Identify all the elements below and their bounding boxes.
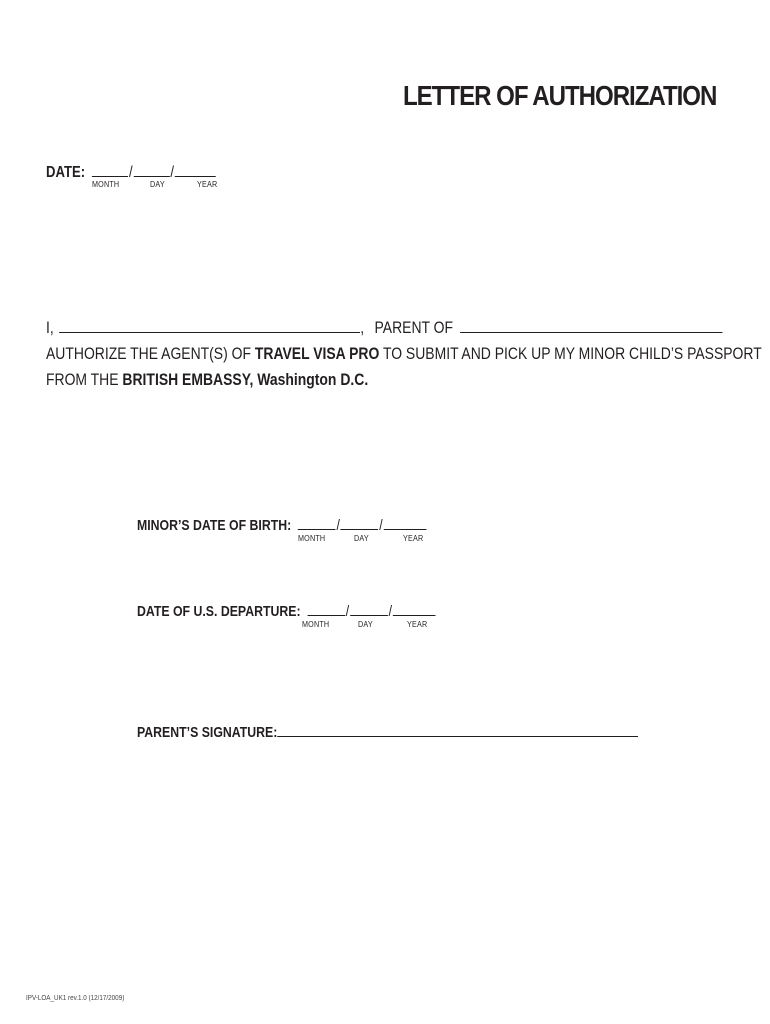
minor-dob-day-caption: DAY: [354, 534, 369, 543]
signature-label: PARENT’S SIGNATURE:: [137, 724, 278, 741]
departure-slash: /: [388, 603, 392, 620]
date-year-caption: YEAR: [197, 180, 218, 189]
authorization-line-3: [46, 367, 368, 393]
departure-day-blank[interactable]: [350, 601, 388, 616]
authorize-text: AUTHORIZE THE AGENT(S) OF: [46, 344, 251, 363]
departure-day-caption: DAY: [358, 620, 373, 629]
departure-month-blank[interactable]: [307, 601, 345, 616]
signature-field: [137, 722, 638, 741]
date-day-caption: DAY: [150, 180, 165, 189]
date-day-blank[interactable]: [133, 162, 169, 177]
date-field: [46, 162, 216, 182]
company-name: TRAVEL VISA PRO: [254, 344, 380, 363]
authorization-line-1: [46, 315, 723, 341]
date-label: DATE:: [46, 164, 86, 181]
dob-slash: /: [336, 517, 340, 534]
parent-name-blank[interactable]: [59, 318, 360, 333]
date-slash: /: [170, 164, 174, 181]
date-slash: /: [128, 164, 133, 181]
child-name-blank[interactable]: [460, 318, 722, 333]
submit-text: TO SUBMIT AND PICK UP MY MINOR CHILD’S PASSPORT: [382, 344, 762, 363]
departure-label: DATE OF U.S. DEPARTURE:: [137, 603, 301, 620]
departure-month-caption: MONTH: [302, 620, 330, 629]
pronoun-text: I,: [46, 318, 54, 337]
date-month-caption: MONTH: [92, 180, 120, 189]
form-revision-footer: IPV-LOA_UK1 rev.1.0 (12/17/2009): [26, 995, 125, 1002]
minor-dob-year-caption: YEAR: [403, 534, 424, 543]
dob-slash: /: [379, 517, 383, 534]
departure-year-blank[interactable]: [393, 601, 436, 616]
departure-slash: /: [345, 603, 350, 620]
minor-dob-year-blank[interactable]: [383, 515, 426, 530]
embassy-name: BRITISH EMBASSY,: [122, 370, 254, 389]
minor-dob-day-blank[interactable]: [341, 515, 379, 530]
comma-text: ,: [360, 318, 365, 337]
from-text: FROM THE: [46, 370, 119, 389]
minor-dob-month-blank[interactable]: [298, 515, 336, 530]
departure-year-caption: YEAR: [407, 620, 428, 629]
departure-date-field: [137, 601, 435, 620]
minor-dob-month-caption: MONTH: [298, 534, 326, 543]
embassy-city: Washington D.C.: [257, 370, 369, 389]
minor-dob-field: [137, 515, 426, 534]
document-title: LETTER OF AUTHORIZATION: [402, 80, 716, 111]
date-year-blank[interactable]: [175, 162, 216, 177]
minor-dob-label: MINOR’S DATE OF BIRTH:: [137, 517, 292, 534]
signature-blank[interactable]: [277, 722, 638, 737]
date-month-blank[interactable]: [92, 162, 128, 177]
authorization-line-2: [46, 341, 762, 367]
parent-of-text: PARENT OF: [374, 318, 454, 337]
